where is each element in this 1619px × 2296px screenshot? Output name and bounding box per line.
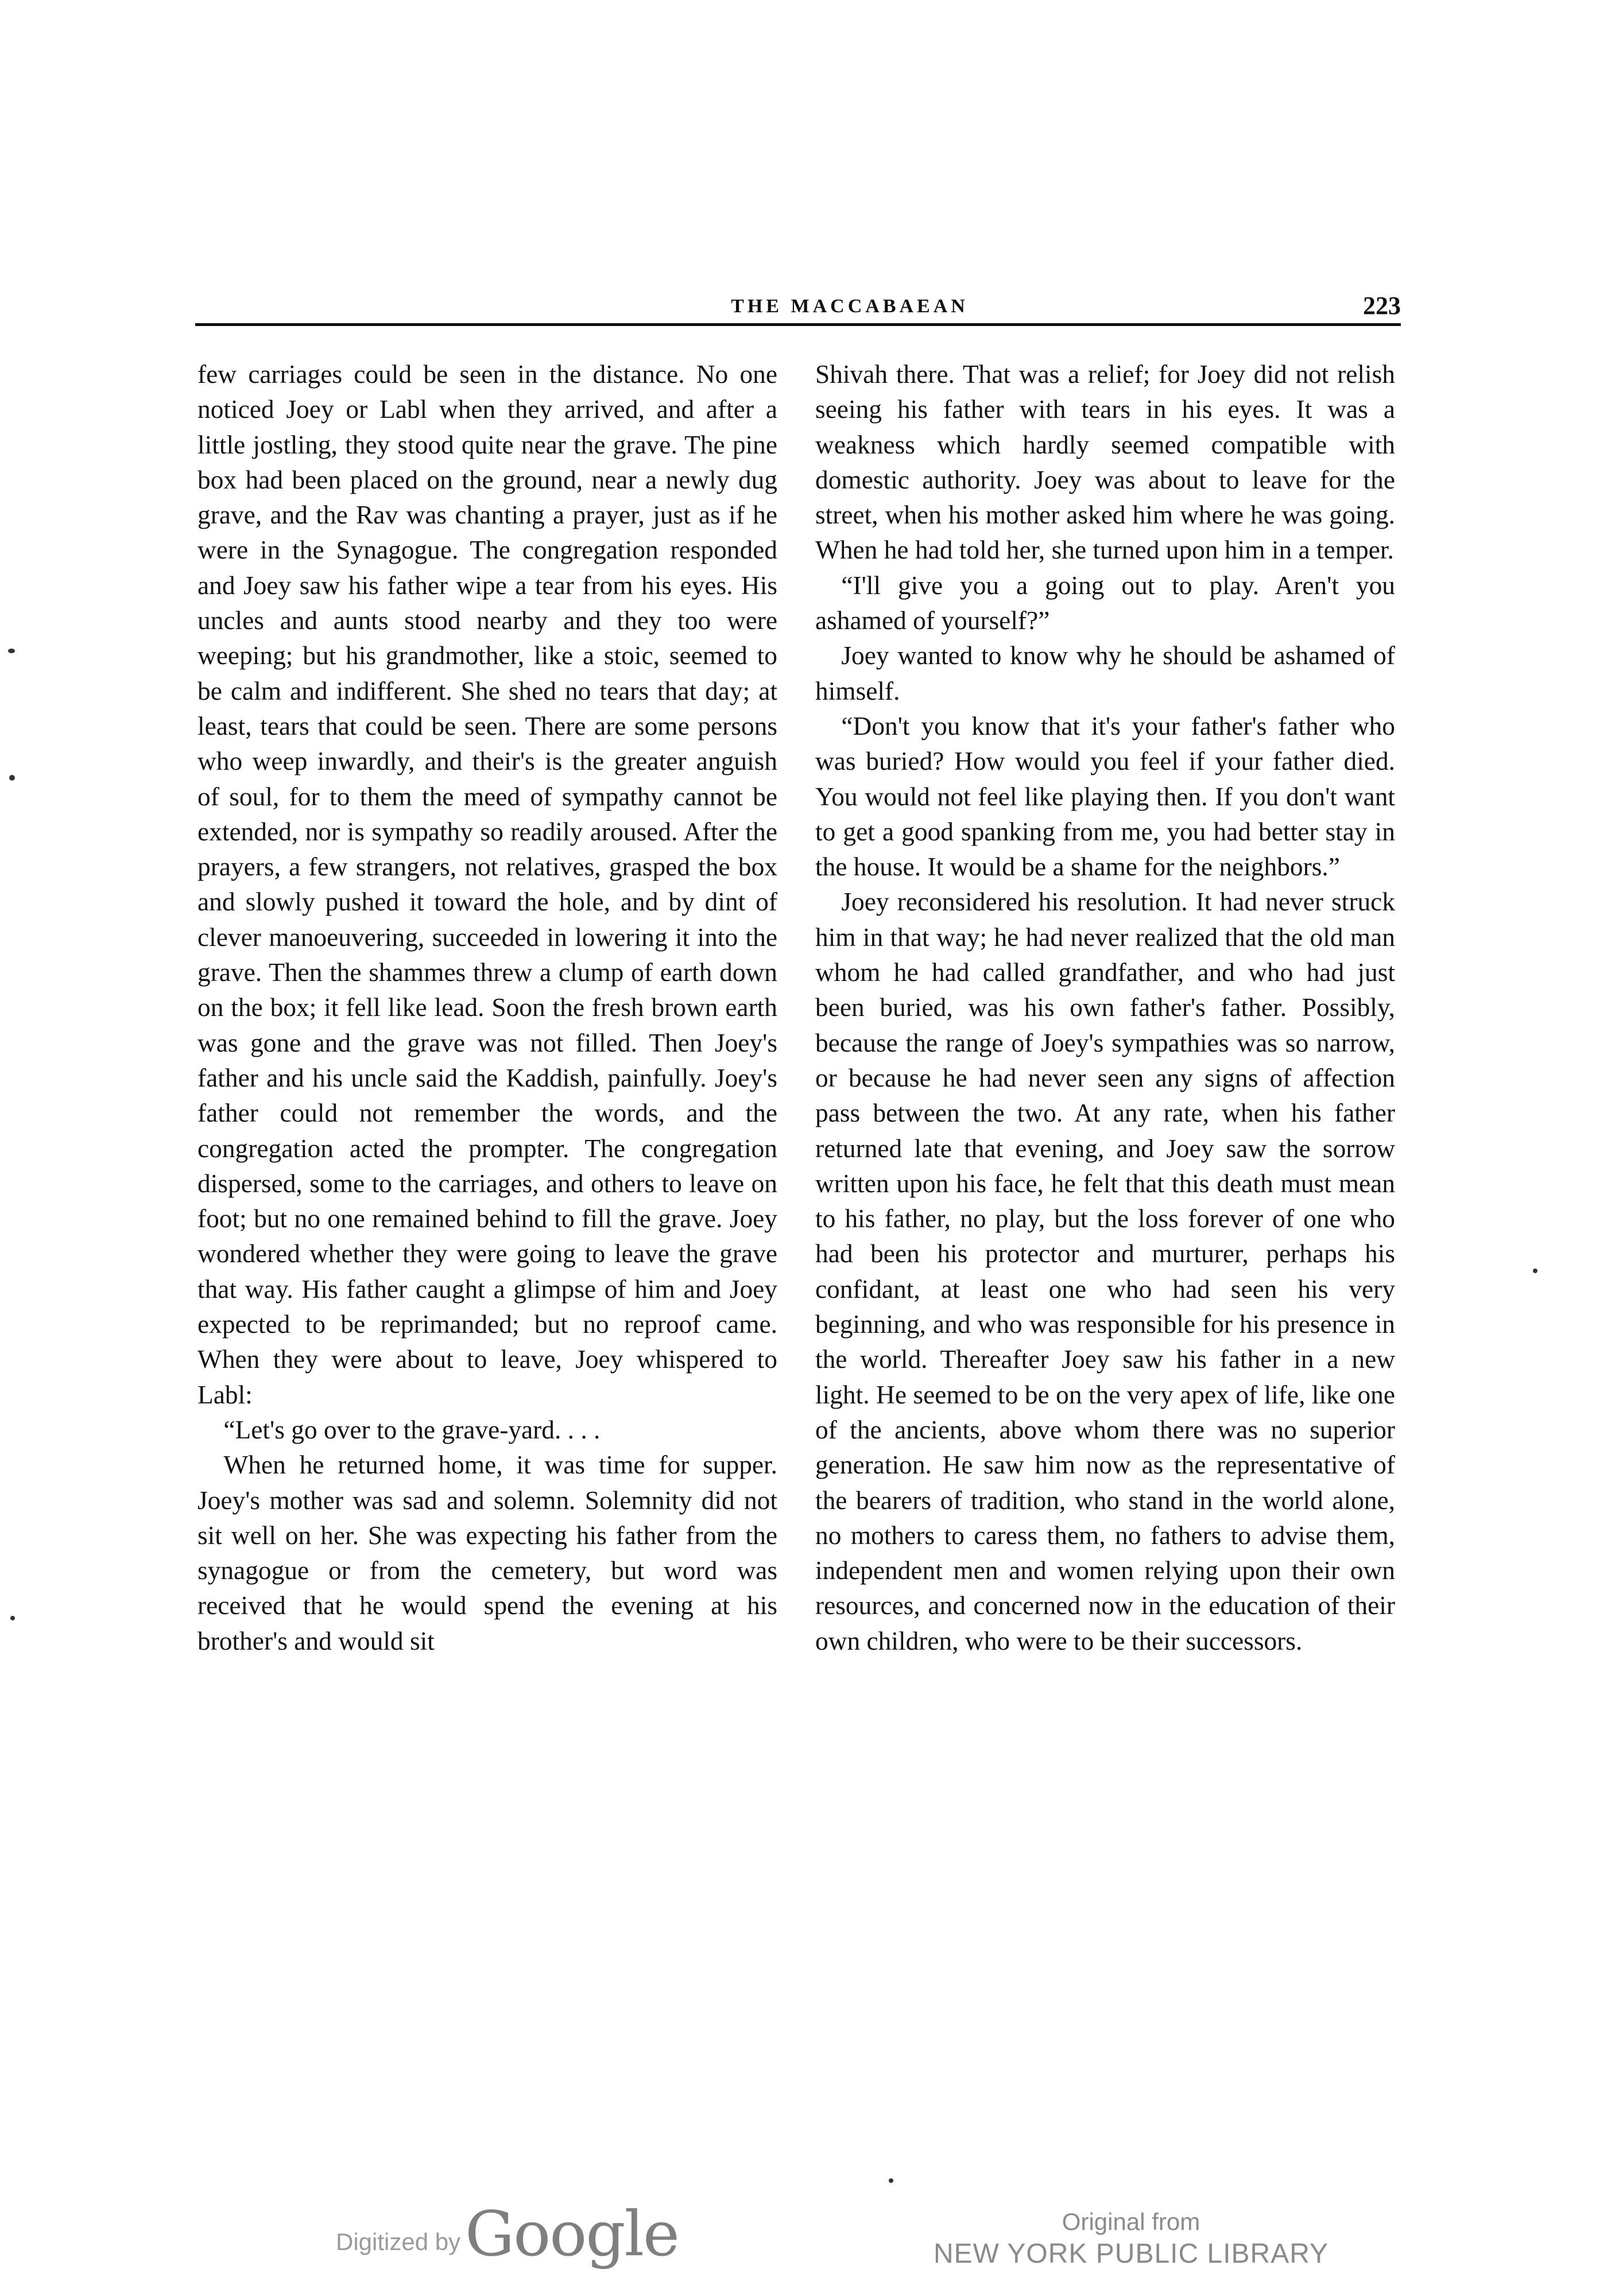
left-column [197,357,777,1659]
right-column [815,357,1395,1659]
page-number: 223 [1363,292,1401,320]
left-paragraph-2: “Let's go over to the grave-yard. . . . [223,1415,601,1444]
running-title: THE MACCABAEAN [731,296,969,317]
google-logo: Google [465,2198,679,2270]
header-rule [195,323,1401,326]
source-attribution [930,2207,1332,2271]
scan-speck [8,649,15,653]
scan-speck [889,2178,893,2183]
library-name: NEW YORK PUBLIC LIBRARY [933,2239,1329,2269]
digitized-by-label: Digitized by [336,2228,461,2255]
right-paragraph-3: Joey wanted to know why he should be ashamed of himself. [815,641,1395,705]
left-paragraph-1: few carriages could be seen in the distance. No one noticed Joey or Labl when they arrived, and after a little jostling, they stood quite near the grave. The pine box had been placed on the ground, near a newly dug grave, and the Rav was chanting a prayer, just as if he were in the Synagogue. The congregation responded and Joey saw his father wipe a tear from his eyes. His uncles and aunts stood nearby and they too were weeping; but his grandmother, like a stoic, seemed to be calm and indifferent. She shed no tears that day; at least, tears that could be seen. There are some persons who weep inwardly, and their's is the greater anguish of soul, for to them the meed of sympathy cannot be extended, nor is sympathy so readily aroused. After the prayers, a few strangers, not relatives, grasped the box and slowly pushed it toward the hole, and by dint of clever manoeuvering, succeeded in lowering it into the grave. Then the shammes threw a clump of earth down on the box; it fell like lead. Soon the fresh brown earth was gone and the grave was not filled. Then Joey's father and his uncle said the Kaddish, painfully. Joey's father could not remember the words, and the congregation acted the prompter. The congregation dispersed, some to the carriages, and others to leave on foot; but no one remained behind to fill the grave. Joey wondered whether they were going to leave the grave that way. His father caught a glimpse of him and Joey expected to be reprimanded; but no reproof came. When they were about to leave, Joey whispered to Labl: [197,360,777,1409]
scan-speck [9,775,15,781]
right-paragraph-1: Shivah there. That was a relief; for Joey did not relish seeing his father with tears in his eyes. It was a weakness which hardly seemed compatible with domestic authority. Joey was about to leave for the street, when his mother asked him where he was going. When he had told her, she turned upon him in a temper. [815,360,1395,565]
scan-speck [10,1616,15,1620]
right-paragraph-4: “Don't you know that it's your father's father who was buried? How would you feel if your father died. You would not feel like playing then. If you don't want to get a good spanking from me, you had better stay in the house. It would be a shame for the neighbors.” [815,711,1395,882]
left-paragraph-3: When he returned home, it was time for supper. Joey's mother was sad and solemn. Solemnity did not sit well on her. She was expecting his father from the synagogue or from the cemetery, but word was received that he would spend the evening at his brother's and would sit [197,1450,777,1655]
original-from-label: Original from [1062,2208,1200,2235]
right-paragraph-5: Joey reconsidered his resolution. It had never struck him in that way; he had never realized that the old man whom he had called grandfather, and who had just been buried, was his own father's father. Possibly, because the range of Joey's sympathies was so narrow, or because he had never seen any signs of affection pass between the two. At any rate, when his father returned late that evening, and Joey saw the sorrow written upon his face, he felt that this death must mean to his father, no play, but the loss forever of one who had been his protector and murturer, perhaps his confidant, at least one who had seen his very beginning, and who was responsible for his presence in the world. Thereafter Joey saw his father in a new light. He seemed to be on the very apex of life, like one of the ancients, above whom there was no superior generation. He saw him now as the representative of the bearers of tradition, who stand in the world alone, no mothers to caress them, no fathers to advise them, independent men and women relying upon their own resources, and concerned now in the education of their own children, who were to be their successors. [815,887,1395,1655]
scan-speck [1533,1269,1537,1273]
right-paragraph-2: “I'll give you a going out to play. Aren't you ashamed of yourself?” [815,571,1395,635]
